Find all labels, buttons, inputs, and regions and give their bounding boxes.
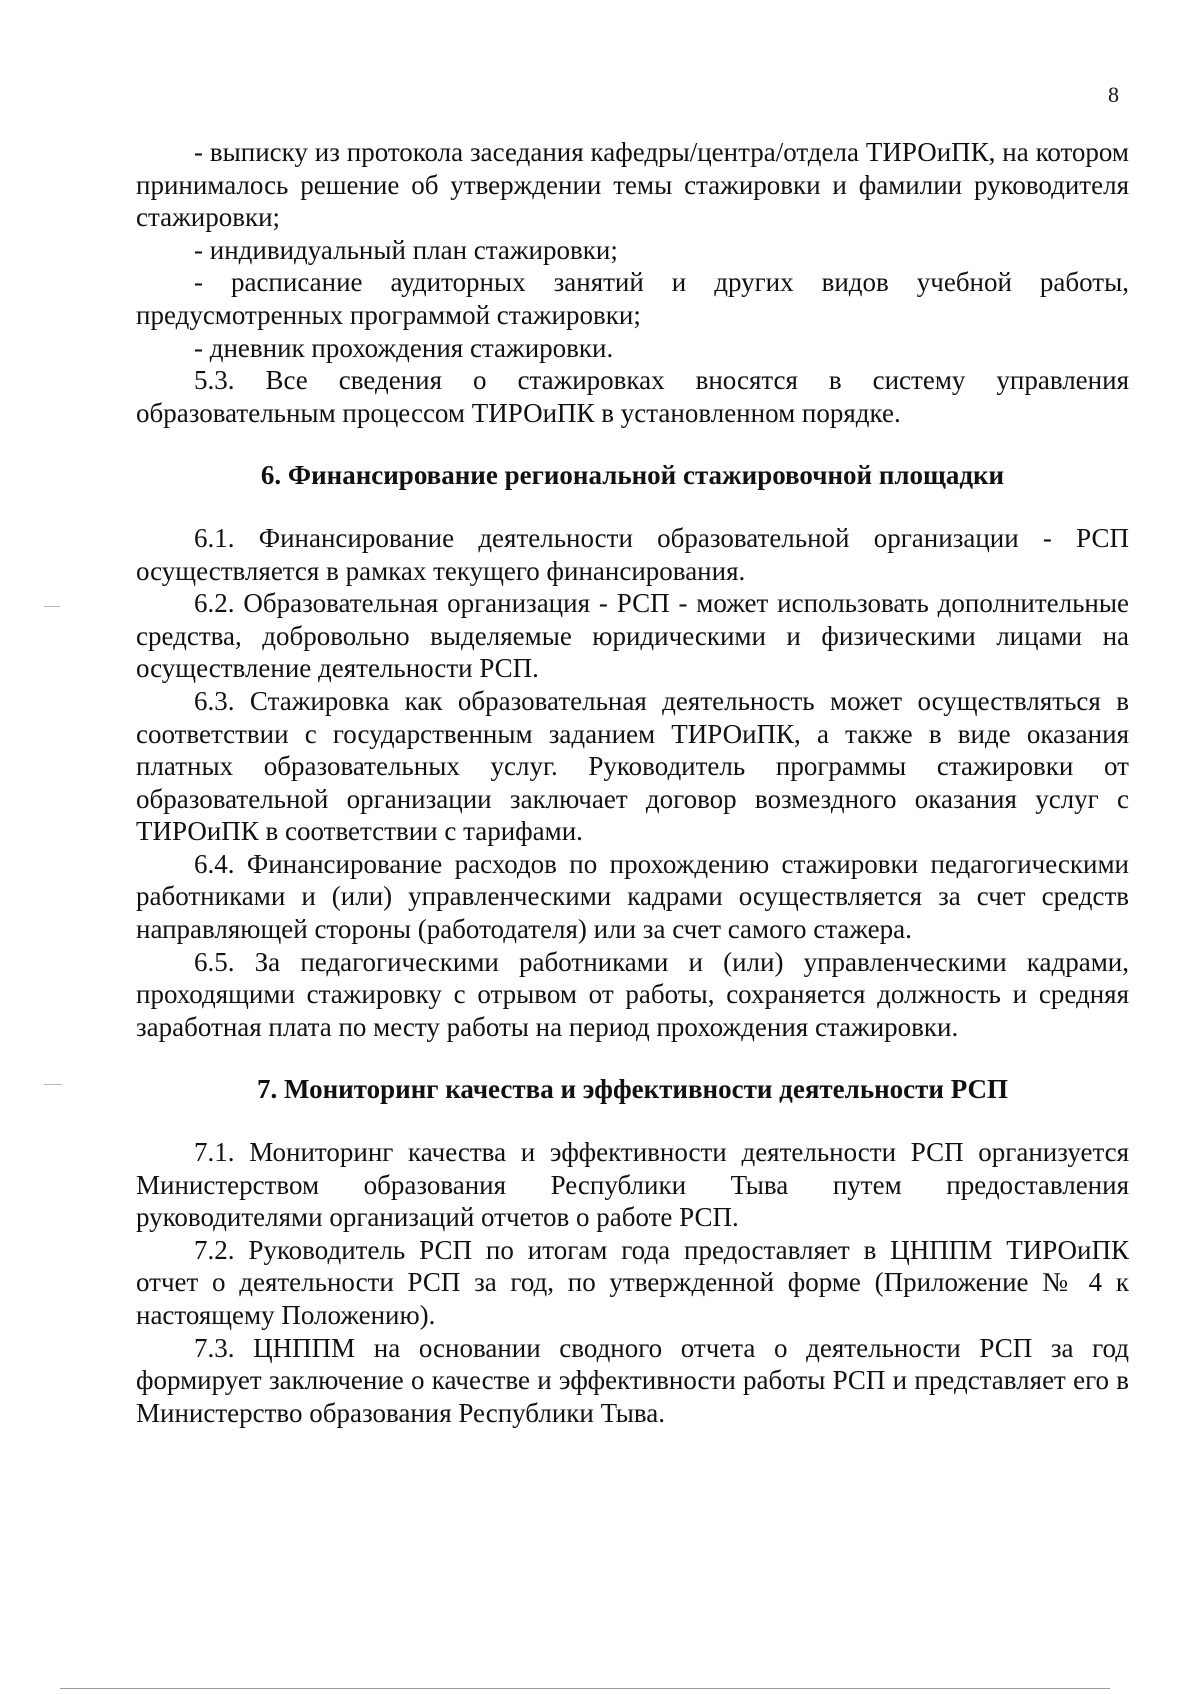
document-body bbox=[136, 136, 1129, 1429]
list-item-individual-plan: - индивидуальный план стажировки; bbox=[194, 234, 618, 265]
paragraph-5-3: 5.3. Все сведения о стажировках вносятся в систему управления образовательным процессом ТИРОиПК в установленном порядке. bbox=[136, 365, 1129, 428]
scan-mark-left-upper bbox=[44, 606, 60, 607]
paragraph-6-2: 6.2. Образовательная организация - РСП - может использовать дополнительные средства, добровольно выделяемые юридическими и физическими лицами на осуществление деятельности РСП. bbox=[136, 588, 1129, 684]
list-item-schedule: - расписание аудиторных занятий и других видов учебной работы, предусмотренных программой стажировки; bbox=[136, 267, 1129, 330]
paragraph-7-2: 7.2. Руководитель РСП по итогам года предоставляет в ЦНППМ ТИРОиПК отчет о деятельности РСП за год, по утвержденной форме (Приложение № 4 к настоящему Положению). bbox=[136, 1234, 1129, 1330]
page-number: 8 bbox=[1108, 82, 1119, 107]
paragraph-6-5: 6.5. За педагогическими работниками и (или) управленческими кадрами, проходящими стажировку с отрывом от работы, сохраняется должность и средняя заработная плата по месту работы на период прохождения стажировки. bbox=[136, 946, 1129, 1042]
list-item-protocol-extract: - выписку из протокола заседания кафедры/центра/отдела ТИРОиПК, на котором принималось решение об утверждении темы стажировки и фамилии руководителя стажировки; bbox=[136, 137, 1129, 233]
paragraph-6-1: 6.1. Финансирование деятельности образовательной организации - РСП осуществляется в рамках текущего финансирования. bbox=[136, 522, 1129, 586]
paragraph-7-1: 7.1. Мониторинг качества и эффективности деятельности РСП организуется Министерством образования Республики Тыва путем предоставления руководителями организаций отчетов о работе РСП. bbox=[136, 1137, 1129, 1233]
list-item-diary: - дневник прохождения стажировки. bbox=[194, 332, 614, 363]
scan-mark-left-lower bbox=[44, 1084, 62, 1085]
paragraph-6-3: 6.3. Стажировка как образовательная деятельность может осуществляться в соответствии с государственным заданием ТИРОиПК, а также в виде оказания платных образовательных услуг. Руководитель программы стажировки от образовательной организации заключает договор возмездного оказания услуг с ТИРОиПК в соответствии с тарифами. bbox=[136, 685, 1129, 847]
paragraph-7-3: 7.3. ЦНППМ на основании сводного отчета о деятельности РСП за год формирует заключение о качестве и эффективности работы РСП и представляет его в Министерство образования Республики Тыва. bbox=[136, 1332, 1129, 1428]
paragraph-6-4: 6.4. Финансирование расходов по прохождению стажировки педагогическими работниками и (или) управленческими кадрами осуществляется за счет средств направляющей стороны (работодателя) или за счет самого стажера. bbox=[136, 848, 1129, 945]
section-heading-6: 6. Финансирование региональной стажировочной площадки bbox=[260, 460, 1005, 491]
section-heading-7: 7. Мониторинг качества и эффективности деятельности РСП bbox=[256, 1074, 1009, 1105]
scan-edge-bottom bbox=[60, 1688, 1110, 1689]
